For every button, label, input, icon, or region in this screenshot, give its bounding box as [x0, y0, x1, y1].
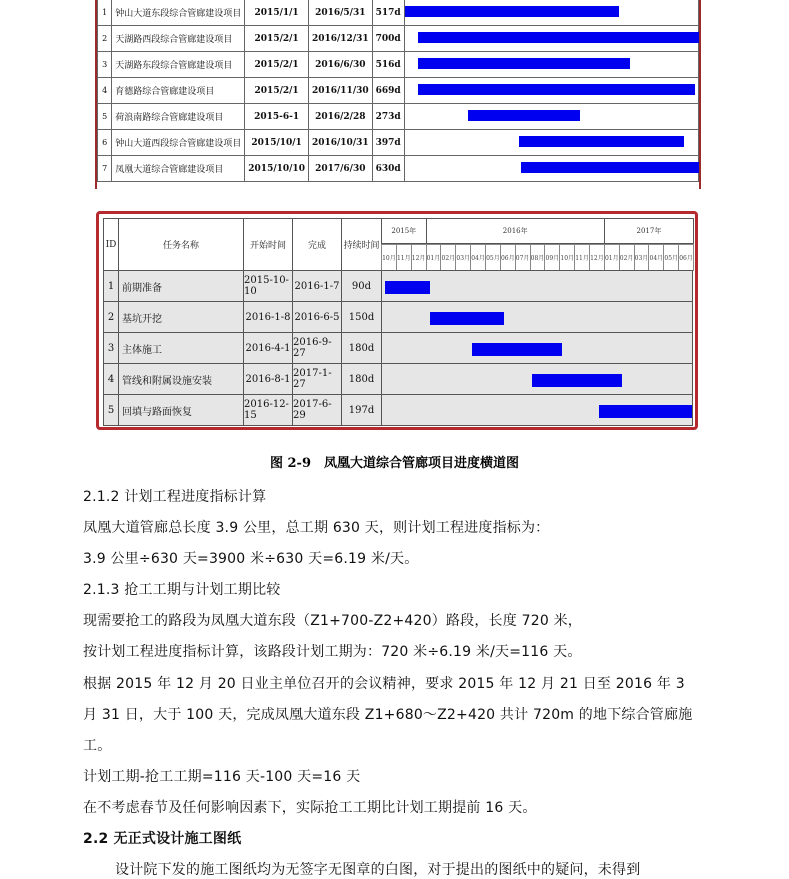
gantt-task-row: [103, 270, 693, 302]
row-id: 4: [98, 78, 112, 104]
timeline-month: 02月: [440, 244, 456, 271]
bar-cell: [404, 130, 698, 156]
row-id: 6: [98, 130, 112, 156]
project-name: 钟山大道东段综合管廊建设项目: [112, 0, 245, 26]
task-finish: 2016-1-7: [292, 270, 342, 302]
gantt-bar: [418, 58, 630, 69]
project-name: 育德路综合管廊建设项目: [112, 78, 245, 104]
task-bar: [532, 374, 622, 387]
gantt-chart-fenghuang: [96, 211, 698, 430]
timeline-month: 05月: [485, 244, 501, 271]
end-date: 2016/5/31: [308, 0, 372, 26]
row-id: 2: [98, 26, 112, 52]
row-id: 1: [98, 0, 112, 26]
gantt-overview-table: [97, 0, 699, 182]
task-start: 2015-10-10: [243, 270, 293, 302]
task-bar-cell: [381, 363, 693, 395]
end-date: 2016/12/31: [308, 26, 372, 52]
task-start: 2016-1-8: [243, 301, 293, 333]
task-bar: [599, 405, 692, 418]
overview-row: [98, 130, 699, 156]
overview-row: [98, 52, 699, 78]
timeline-month: 06月: [500, 244, 516, 271]
gantt-bar: [418, 84, 695, 95]
gantt-task-row: [103, 301, 693, 333]
start-date: 2015/2/1: [245, 78, 309, 104]
timeline-month: 03月: [455, 244, 471, 271]
end-date: 2016/2/28: [308, 104, 372, 130]
task-start: 2016-8-1: [243, 363, 293, 395]
row-id: 5: [98, 104, 112, 130]
header-task: 任务名称: [118, 218, 244, 271]
header-duration: 持续时间: [341, 218, 382, 271]
timeline-month: 03月: [634, 244, 650, 271]
paragraph-meeting-line2: 月 31 日，大于 100 天，完成凤凰大道东段 Z1+680～Z2+420 共计 720m 的地下综合管廊施: [83, 707, 693, 723]
start-date: 2015/2/1: [245, 52, 309, 78]
project-name: 天湖路东段综合管廊建设项目: [112, 52, 245, 78]
task-duration: 150d: [341, 301, 382, 333]
header-start: 开始时间: [243, 218, 293, 271]
task-bar: [430, 312, 504, 325]
task-name: 管线和附属设施安装: [118, 363, 244, 395]
gantt-bar: [521, 162, 701, 173]
task-duration: 180d: [341, 332, 382, 364]
start-date: 2015/1/1: [245, 0, 309, 26]
project-name: 凤凰大道综合管廊建设项目: [112, 156, 245, 182]
gantt-bar: [418, 32, 701, 43]
end-date: 2016/10/31: [308, 130, 372, 156]
timeline-month: 11月: [396, 244, 412, 271]
paragraph-rush-section: 现需要抢工的路段为凤凰大道东段（Z1+700-Z2+420）路段，长度 720 米，: [83, 613, 582, 629]
timeline-month: 12月: [411, 244, 427, 271]
task-bar: [385, 281, 430, 294]
task-id: 2: [103, 301, 119, 333]
timeline-month: 01月: [604, 244, 620, 271]
paragraph-duration-diff: 计划工期-抢工工期=116 天-100 天=16 天: [83, 769, 361, 785]
bar-cell: [404, 78, 698, 104]
task-finish: 2017-1-27: [292, 363, 342, 395]
task-name: 主体施工: [118, 332, 244, 364]
task-name: 前期准备: [118, 270, 244, 302]
paragraph-total-length: 凤凰大道管廊总长度 3.9 公里，总工期 630 天，则计划工程进度指标为：: [83, 520, 550, 536]
duration: 630d: [372, 156, 404, 182]
timeline-month: 12月: [589, 244, 605, 271]
task-bar-cell: [381, 301, 693, 333]
gantt-chart-overview: [95, 0, 701, 189]
task-bar-cell: [381, 394, 693, 426]
timeline-year: 2015年: [381, 218, 427, 244]
timeline-month: 07月: [515, 244, 531, 271]
start-date: 2015/10/1: [245, 130, 309, 156]
duration: 700d: [372, 26, 404, 52]
gantt-bar: [405, 6, 619, 17]
paragraph-progress-index: 3.9 公里÷630 天=3900 米÷630 天=6.19 米/天。: [83, 551, 419, 567]
start-date: 2015/2/1: [245, 26, 309, 52]
timeline-month: 01月: [426, 244, 442, 271]
paragraph-meeting-line3: 工。: [83, 738, 112, 754]
task-id: 1: [103, 270, 119, 302]
bar-cell: [404, 156, 698, 182]
timeline-month: 10月: [381, 244, 397, 271]
duration: 273d: [372, 104, 404, 130]
end-date: 2017/6/30: [308, 156, 372, 182]
task-duration: 180d: [341, 363, 382, 395]
gantt-bar: [519, 136, 684, 147]
gantt-grid: [103, 218, 693, 427]
task-name: 回填与路面恢复: [118, 394, 244, 426]
task-duration: 90d: [341, 270, 382, 302]
task-name: 基坑开挖: [118, 301, 244, 333]
figure-caption: 图 2-9 凤凰大道综合管廊项目进度横道图: [269, 456, 519, 471]
gantt-task-row: [103, 332, 693, 364]
row-id: 7: [98, 156, 112, 182]
overview-row: [98, 156, 699, 182]
task-finish: 2016-6-5: [292, 301, 342, 333]
duration: 517d: [372, 0, 404, 26]
bar-cell: [404, 26, 698, 52]
timeline-month: 05月: [663, 244, 679, 271]
paragraph-ahead-of-plan: 在不考虑春节及任何影响因素下，实际抢工工期比计划工期提前 16 天。: [83, 800, 537, 816]
timeline-month: 02月: [619, 244, 635, 271]
gantt-task-row: [103, 363, 693, 395]
timeline-header: [381, 218, 693, 271]
bar-cell: [404, 0, 698, 26]
project-name: 天湖路西段综合管廊建设项目: [112, 26, 245, 52]
timeline-month: 10月: [559, 244, 575, 271]
header-finish: 完成: [292, 218, 342, 271]
task-bar-cell: [381, 332, 693, 364]
start-date: 2015-6-1: [245, 104, 309, 130]
duration: 669d: [372, 78, 404, 104]
timeline-month: 06月: [678, 244, 694, 271]
task-id: 4: [103, 363, 119, 395]
task-finish: 2017-6-29: [292, 394, 342, 426]
gantt-bar: [468, 110, 581, 121]
duration: 397d: [372, 130, 404, 156]
bar-cell: [404, 104, 698, 130]
task-start: 2016-12-15: [243, 394, 293, 426]
timeline-month: 09月: [544, 244, 560, 271]
timeline-month: 04月: [648, 244, 664, 271]
timeline-month: 08月: [530, 244, 546, 271]
end-date: 2016/6/30: [308, 52, 372, 78]
task-bar-cell: [381, 270, 693, 302]
row-id: 3: [98, 52, 112, 78]
end-date: 2016/11/30: [308, 78, 372, 104]
paragraph-design-drawings: 设计院下发的施工图纸均为无签字无图章的白图，对于提出的图纸中的疑问，未得到: [115, 862, 641, 878]
task-start: 2016-4-1: [243, 332, 293, 364]
paragraph-meeting-line1: 根据 2015 年 12 月 20 日业主单位召开的会议精神，要求 2015 年 12 月 21 日至 2016 年 3: [83, 676, 685, 692]
overview-row: [98, 26, 699, 52]
overview-row: [98, 78, 699, 104]
heading-2-2: 2.2 无正式设计施工图纸: [83, 831, 242, 847]
paragraph-plan-duration: 按计划工程进度指标计算，该路段计划工期为：720 米÷6.19 米/天=116 天。: [83, 644, 582, 660]
task-id: 5: [103, 394, 119, 426]
gantt-task-row: [103, 394, 693, 426]
task-bar: [472, 343, 562, 356]
bar-cell: [404, 52, 698, 78]
start-date: 2015/10/10: [245, 156, 309, 182]
overview-row: [98, 104, 699, 130]
timeline-year: 2016年: [426, 218, 605, 244]
overview-row: [98, 0, 699, 26]
timeline-month: 04月: [470, 244, 486, 271]
task-finish: 2016-9-27: [292, 332, 342, 364]
timeline-month: 11月: [574, 244, 590, 271]
project-name: 钟山大道西段综合管廊建设项目: [112, 130, 245, 156]
timeline-year: 2017年: [604, 218, 694, 244]
duration: 516d: [372, 52, 404, 78]
header-id: ID: [103, 218, 119, 271]
project-name: 荷浪南路综合管廊建设项目: [112, 104, 245, 130]
heading-2-1-2: 2.1.2 计划工程进度指标计算: [83, 489, 267, 505]
task-duration: 197d: [341, 394, 382, 426]
task-id: 3: [103, 332, 119, 364]
heading-2-1-3: 2.1.3 抢工工期与计划工期比较: [83, 582, 281, 598]
